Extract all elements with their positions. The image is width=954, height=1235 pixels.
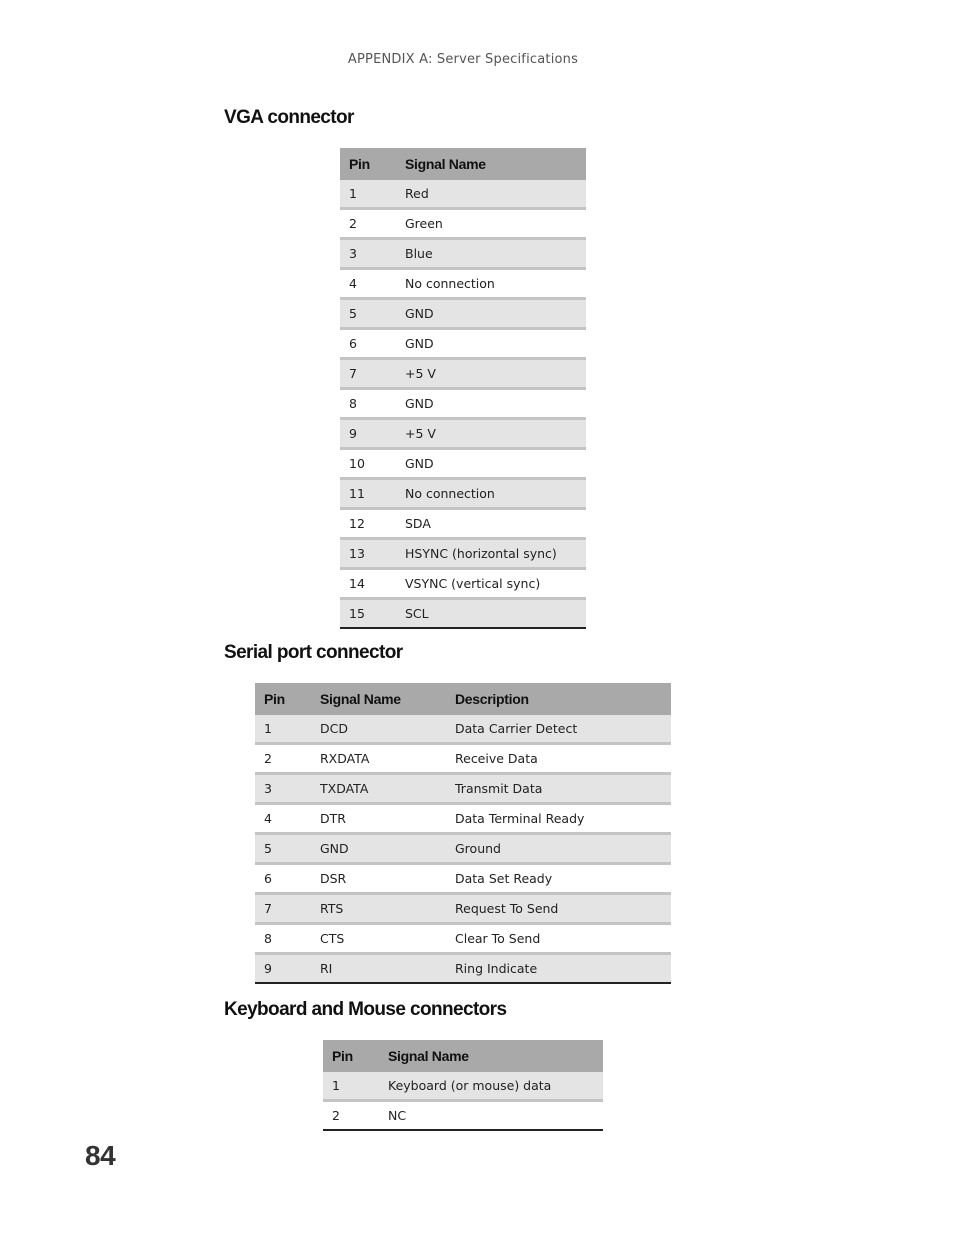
pin-cell: 9 [255, 954, 311, 984]
pin-cell: 2 [323, 1101, 379, 1131]
table-row [340, 449, 586, 479]
table-row [255, 804, 671, 834]
signal-name-cell: RXDATA [311, 744, 446, 774]
table-row [323, 1101, 603, 1131]
signal-name-column-header: Signal Name [311, 683, 446, 715]
signal-name-cell: Green [396, 209, 586, 239]
pin-cell: 2 [255, 744, 311, 774]
signal-name-cell: DCD [311, 715, 446, 744]
vga-pin-table [340, 148, 586, 629]
signal-name-cell: Red [396, 180, 586, 209]
signal-name-cell: GND [396, 389, 586, 419]
description-cell: Transmit Data [446, 774, 671, 804]
table-row [340, 569, 586, 599]
description-cell: Receive Data [446, 744, 671, 774]
pin-cell: 7 [255, 894, 311, 924]
signal-name-cell: NC [379, 1101, 603, 1131]
pin-cell: 3 [255, 774, 311, 804]
description-cell: Data Set Ready [446, 864, 671, 894]
signal-name-cell: GND [396, 329, 586, 359]
pin-cell: 5 [340, 299, 396, 329]
description-cell: Ring Indicate [446, 954, 671, 984]
signal-name-cell: HSYNC (horizontal sync) [396, 539, 586, 569]
table-row [340, 479, 586, 509]
signal-name-cell: RTS [311, 894, 446, 924]
table-row [340, 359, 586, 389]
table-row [255, 924, 671, 954]
pin-cell: 5 [255, 834, 311, 864]
pin-cell: 13 [340, 539, 396, 569]
description-cell: Request To Send [446, 894, 671, 924]
pin-cell: 8 [255, 924, 311, 954]
table-row [255, 864, 671, 894]
signal-name-cell: SCL [396, 599, 586, 629]
table-row [340, 180, 586, 209]
signal-name-cell: +5 V [396, 419, 586, 449]
pin-cell: 6 [340, 329, 396, 359]
description-cell: Data Terminal Ready [446, 804, 671, 834]
pin-cell: 1 [255, 715, 311, 744]
table-row [340, 419, 586, 449]
pin-cell: 10 [340, 449, 396, 479]
serial-pin-table [255, 683, 671, 984]
signal-name-cell: Blue [396, 239, 586, 269]
running-head: APPENDIX A: Server Specifications [347, 52, 579, 67]
pin-cell: 9 [340, 419, 396, 449]
pin-cell: 12 [340, 509, 396, 539]
vga-section-title: VGA connector [224, 107, 354, 128]
description-column-header: Description [446, 683, 671, 715]
table-row [340, 599, 586, 629]
pin-cell: 4 [255, 804, 311, 834]
pin-column-header: Pin [255, 683, 311, 715]
signal-name-cell: +5 V [396, 359, 586, 389]
description-cell: Data Carrier Detect [446, 715, 671, 744]
pin-cell: 14 [340, 569, 396, 599]
table-row [255, 894, 671, 924]
keyboard-pin-table [323, 1040, 603, 1131]
pin-cell: 3 [340, 239, 396, 269]
signal-name-cell: Keyboard (or mouse) data [379, 1072, 603, 1101]
signal-name-cell: No connection [396, 479, 586, 509]
table-header-row [340, 148, 586, 180]
table-row [340, 329, 586, 359]
signal-name-cell: SDA [396, 509, 586, 539]
signal-name-cell: CTS [311, 924, 446, 954]
page-number: 84 [85, 1140, 116, 1171]
signal-name-column-header: Signal Name [396, 148, 586, 180]
table-row [255, 954, 671, 984]
pin-cell: 11 [340, 479, 396, 509]
pin-cell: 1 [340, 180, 396, 209]
table-header-row [255, 683, 671, 715]
signal-name-cell: DTR [311, 804, 446, 834]
signal-name-cell: RI [311, 954, 446, 984]
keyboard-section-title: Keyboard and Mouse connectors [224, 999, 507, 1020]
table-row [255, 834, 671, 864]
description-cell: Clear To Send [446, 924, 671, 954]
serial-section-title: Serial port connector [224, 642, 403, 663]
table-row [255, 715, 671, 744]
description-cell: Ground [446, 834, 671, 864]
pin-cell: 7 [340, 359, 396, 389]
table-row [340, 209, 586, 239]
pin-cell: 2 [340, 209, 396, 239]
table-row [340, 539, 586, 569]
signal-name-cell: GND [396, 299, 586, 329]
signal-name-cell: DSR [311, 864, 446, 894]
table-row [323, 1072, 603, 1101]
table-row [340, 509, 586, 539]
table-row [340, 239, 586, 269]
signal-name-cell: VSYNC (vertical sync) [396, 569, 586, 599]
table-header-row [323, 1040, 603, 1072]
pin-cell: 4 [340, 269, 396, 299]
signal-name-cell: GND [396, 449, 586, 479]
signal-name-cell: No connection [396, 269, 586, 299]
pin-column-header: Pin [323, 1040, 379, 1072]
table-row [255, 774, 671, 804]
pin-cell: 1 [323, 1072, 379, 1101]
table-row [340, 299, 586, 329]
pin-cell: 8 [340, 389, 396, 419]
pin-cell: 6 [255, 864, 311, 894]
signal-name-cell: GND [311, 834, 446, 864]
signal-name-column-header: Signal Name [379, 1040, 603, 1072]
pin-column-header: Pin [340, 148, 396, 180]
table-row [340, 269, 586, 299]
table-row [255, 744, 671, 774]
signal-name-cell: TXDATA [311, 774, 446, 804]
table-row [340, 389, 586, 419]
pin-cell: 15 [340, 599, 396, 629]
